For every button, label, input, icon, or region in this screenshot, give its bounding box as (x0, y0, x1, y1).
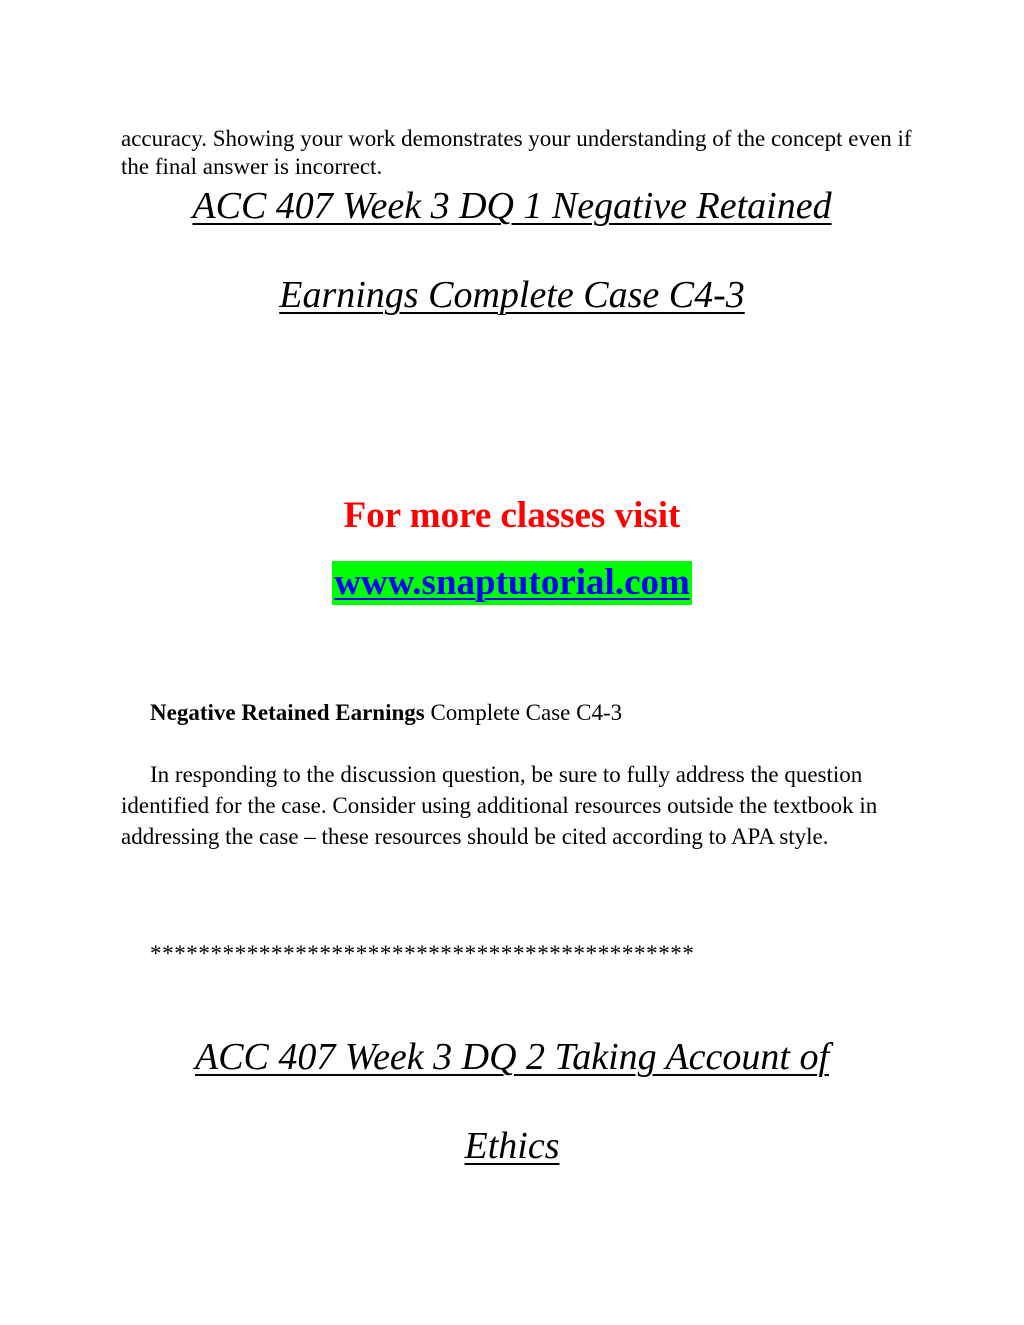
intro-paragraph: accuracy. Showing your work demonstrates your understanding of the concept even if the final answer is incorrect. (121, 126, 912, 179)
case-title-rest: Complete Case C4-3 (424, 700, 623, 725)
section2-heading-line2 (0, 1124, 1024, 1168)
section1-heading-line1 (0, 184, 1024, 228)
section1-heading-line2-text: Earnings Complete Case C4-3 (279, 274, 745, 316)
section2-heading-line2-text: Ethics (464, 1125, 560, 1167)
section1-heading-line1-text: ACC 407 Week 3 DQ 1 Negative Retained (192, 185, 832, 227)
section2-heading-line1 (0, 1035, 1024, 1079)
separator-asterisks: ********************************************* (150, 941, 695, 966)
case-title (121, 697, 911, 728)
section1-heading-line2 (0, 273, 1024, 317)
promo-link-wrap (0, 561, 1024, 605)
body-paragraph (121, 759, 911, 852)
promo-text: For more classes visit (343, 495, 681, 536)
snaptutorial-link[interactable]: www.snaptutorial.com (334, 562, 690, 603)
body-paragraph-text: In responding to the discussion question, be sure to fully address the question identified for the case. Consider using additional resources outside the textbook in addressing the case – these resources should be cited according to APA style. (121, 762, 878, 849)
section2-heading-line1-text: ACC 407 Week 3 DQ 2 Taking Account of (195, 1036, 829, 1078)
case-title-bold: Negative Retained Earnings (150, 700, 425, 725)
